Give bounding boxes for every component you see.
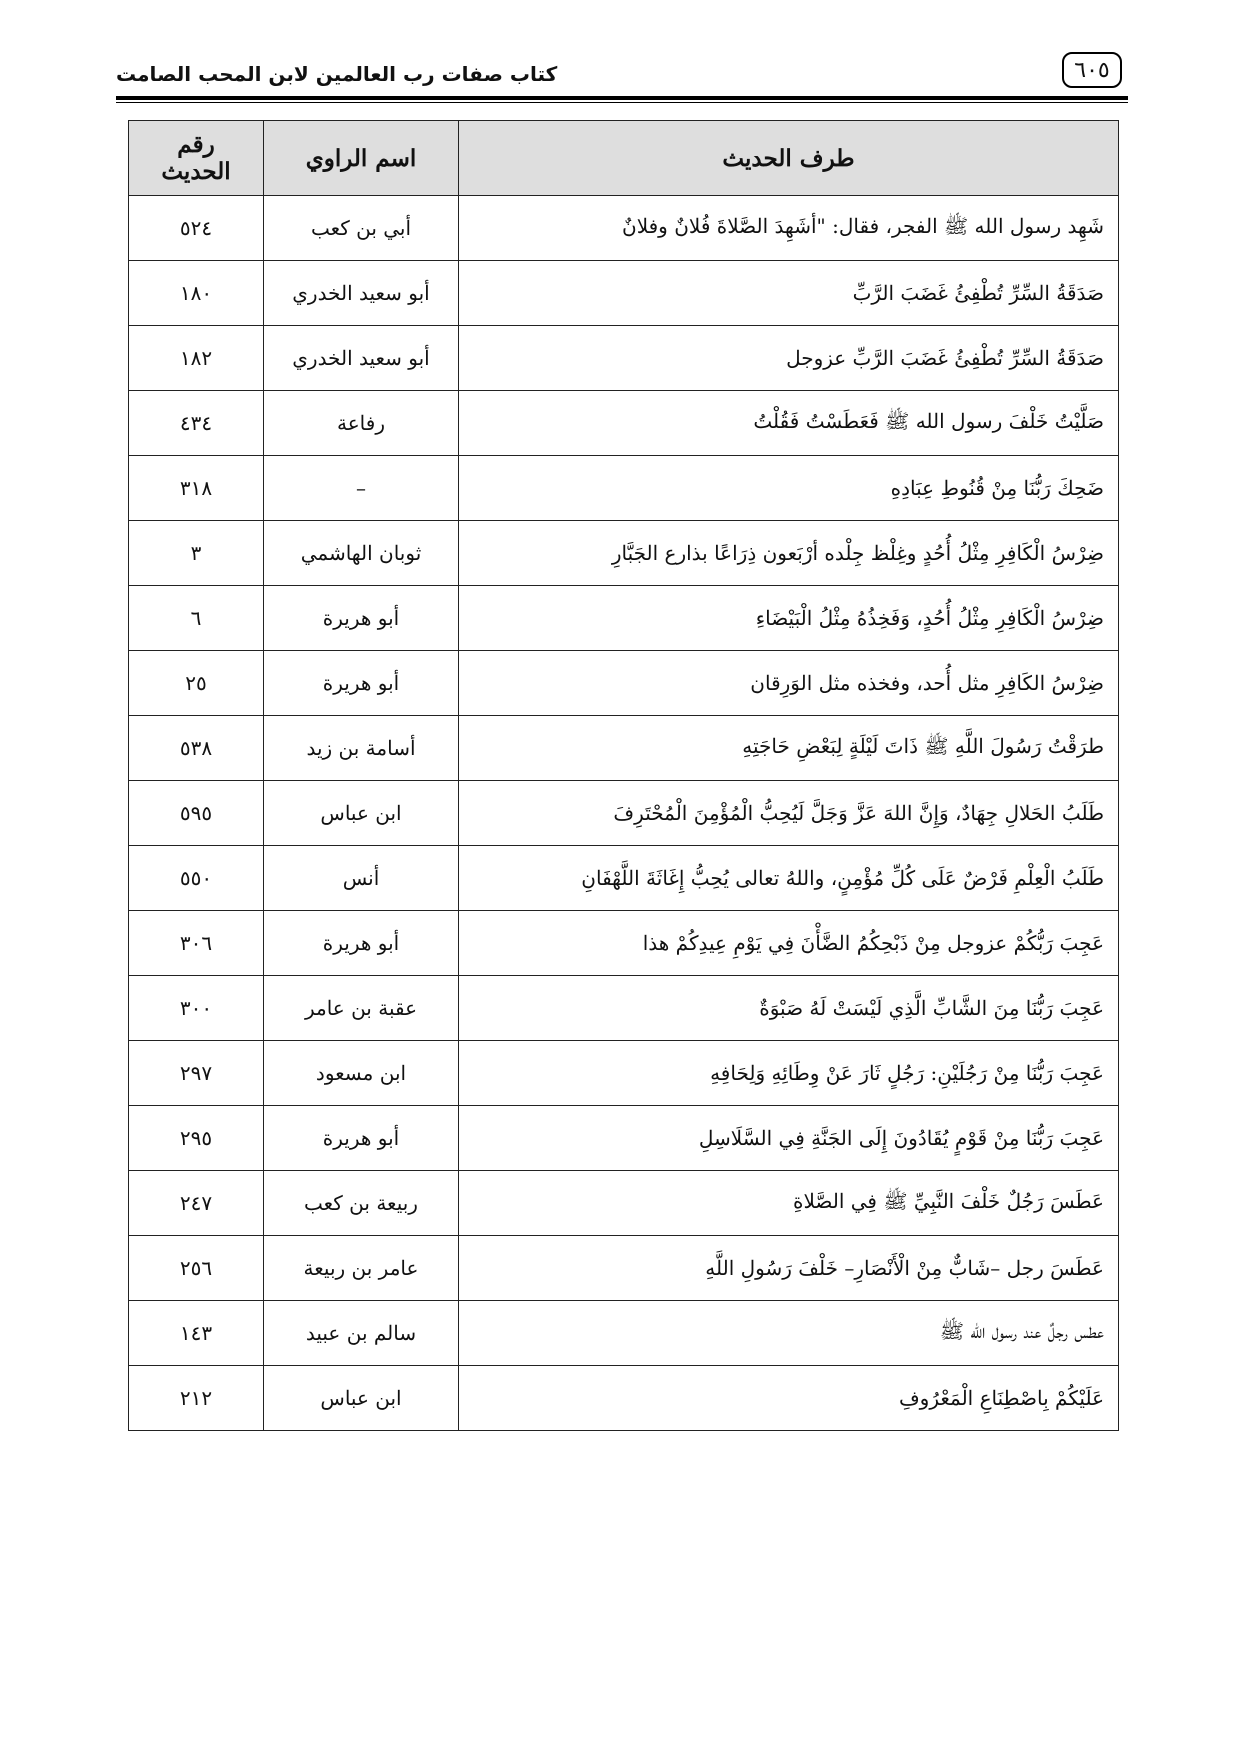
hadith-cell: عَجِبَ رَبُّنَا مِنْ قَوْمٍ يُقَادُونَ إِلَى الجَنَّةِ فِي السَّلَاسِلِ: [459, 1106, 1119, 1171]
number-cell: ١٨٢: [129, 326, 264, 391]
table-row: [129, 1236, 1119, 1301]
hadith-cell: عَطَسَ رجل –شَابٌّ مِنْ الْأَنْصَارِ– خَلْفَ رَسُولِ اللَّهِ: [459, 1236, 1119, 1301]
number-cell: ١٤٣: [129, 1301, 264, 1366]
page-number: ٦٠٥: [1062, 52, 1122, 88]
hadith-cell: عطس رجلٌ عند رسول الله ﷺ: [459, 1301, 1119, 1366]
narrator-cell: أبو هريرة: [264, 1106, 459, 1171]
table-row: [129, 326, 1119, 391]
number-cell: ٣٠٠: [129, 976, 264, 1041]
narrator-cell: أبو سعيد الخدري: [264, 261, 459, 326]
column-header-narrator: اسم الراوي: [264, 121, 459, 196]
number-cell: ٤٣٤: [129, 391, 264, 456]
table-row: [129, 781, 1119, 846]
hadith-cell: ضِرْسُ الْكَافِرِ مِثْلُ أُحُدٍ، وَفَخِذُهُ مِثْلُ الْبَيْضَاءِ: [459, 586, 1119, 651]
hadith-cell: ضِرْسُ الْكَافِرِ مِثْلُ أُحُدٍ وغِلْظ جِلْده أرْبَعون ذِرَاعًا بذارع الجَبَّارِ: [459, 521, 1119, 586]
column-header-hadith: طرف الحديث: [459, 121, 1119, 196]
table-row: [129, 651, 1119, 716]
number-cell: ٢٥٦: [129, 1236, 264, 1301]
hadith-cell: طَلَبُ الْعِلْمِ فَرْضٌ عَلَى كُلِّ مُؤْمِنٍ، واللهُ تعالى يُحِبُّ إِغَاثَةَ اللَّهْفَانِ: [459, 846, 1119, 911]
hadith-cell: شَهِد رسول الله ﷺ الفجر، فقال: "أشَهِدَ الصَّلاةَ فُلانٌ وفلانٌ: [459, 196, 1119, 261]
narrator-cell: ابن عباس: [264, 1366, 459, 1431]
narrator-cell: ابن مسعود: [264, 1041, 459, 1106]
number-cell: ٢٤٧: [129, 1171, 264, 1236]
narrator-cell: أبي بن كعب: [264, 196, 459, 261]
narrator-cell: أبو هريرة: [264, 586, 459, 651]
narrator-cell: عامر بن ربيعة: [264, 1236, 459, 1301]
table-row: [129, 716, 1119, 781]
table-row: [129, 976, 1119, 1041]
table-row: [129, 1171, 1119, 1236]
hadith-cell: عَجِبَ رَبُّكُمْ عزوجل مِنْ ذَبْحِكُمُ الضَّأْنَ فِي يَوْمِ عِيدِكُمْ هذا: [459, 911, 1119, 976]
hadith-cell: ضِرْسُ الكَافِرِ مثل أُحد، وفخذه مثل الوَرِقان: [459, 651, 1119, 716]
number-cell: ٥٣٨: [129, 716, 264, 781]
table-row: [129, 261, 1119, 326]
table-row: [129, 846, 1119, 911]
header-rule: [116, 96, 1128, 100]
hadith-cell: صَدَقَةُ السِّرِّ تُطْفِئُ غَضَبَ الرَّبِّ عزوجل: [459, 326, 1119, 391]
hadith-cell: ضَحِكَ رَبُّنَا مِنْ قُنُوطِ عِبَادِهِ: [459, 456, 1119, 521]
narrator-cell: سالم بن عبيد: [264, 1301, 459, 1366]
hadith-cell: عَجِبَ رَبُّنَا مِنَ الشَّابِّ الَّذِي لَيْسَتْ لَهُ صَبْوَةٌ: [459, 976, 1119, 1041]
hadith-cell: طرَقْتُ رَسُولَ اللَّهِ ﷺ ذَاتَ لَيْلَةٍ لِبَعْضِ حَاجَتِهِ: [459, 716, 1119, 781]
narrator-cell: أبو هريرة: [264, 651, 459, 716]
header-rule-thin: [116, 102, 1128, 103]
number-cell: ٢٥: [129, 651, 264, 716]
narrator-cell: رفاعة: [264, 391, 459, 456]
hadith-cell: عَلَيْكُمْ بِاصْطِنَاعِ الْمَعْرُوفِ: [459, 1366, 1119, 1431]
table-row: [129, 391, 1119, 456]
narrator-cell: أبو سعيد الخدري: [264, 326, 459, 391]
narrator-cell: أنس: [264, 846, 459, 911]
table-row: [129, 1106, 1119, 1171]
hadith-cell: عَجِبَ رَبُّنَا مِنْ رَجُلَيْنِ: رَجُلٍ ثَارَ عَنْ وِطَائِهِ وَلِحَافِهِ: [459, 1041, 1119, 1106]
number-cell: ٥٥٠: [129, 846, 264, 911]
table-row: [129, 196, 1119, 261]
number-cell: ٣١٨: [129, 456, 264, 521]
table-row: [129, 456, 1119, 521]
hadith-cell: صَدَقَةُ السِّرِّ تُطْفِئُ غَضَبَ الرَّبِّ: [459, 261, 1119, 326]
number-cell: ٢٩٧: [129, 1041, 264, 1106]
number-cell: ٦: [129, 586, 264, 651]
column-header-number: رقم الحديث: [129, 121, 264, 196]
hadith-cell: عَطَسَ رَجُلٌ خَلْفَ النَّبِيِّ ﷺ فِي الصَّلاةِ: [459, 1171, 1119, 1236]
table-header-row: [129, 121, 1119, 196]
narrator-cell: عقبة بن عامر: [264, 976, 459, 1041]
number-cell: ٣٠٦: [129, 911, 264, 976]
narrator-cell: ربيعة بن كعب: [264, 1171, 459, 1236]
book-title: كتاب صفات رب العالمين لابن المحب الصامت: [116, 62, 558, 86]
table-row: [129, 911, 1119, 976]
narrator-cell: ابن عباس: [264, 781, 459, 846]
number-cell: ١٨٠: [129, 261, 264, 326]
number-cell: ٢٩٥: [129, 1106, 264, 1171]
table-row: [129, 521, 1119, 586]
table-row: [129, 1301, 1119, 1366]
table-row: [129, 586, 1119, 651]
hadith-cell: طَلَبُ الحَلالِ جِهَادٌ، وَإِنَّ اللهَ عَزَّ وَجَلَّ لَيُحِبُّ الْمُؤْمِنَ الْمُحْتَرِفَ: [459, 781, 1119, 846]
number-cell: ٥٢٤: [129, 196, 264, 261]
number-cell: ٢١٢: [129, 1366, 264, 1431]
narrator-cell: –: [264, 456, 459, 521]
table-row: [129, 1041, 1119, 1106]
narrator-cell: أبو هريرة: [264, 911, 459, 976]
narrator-cell: أسامة بن زيد: [264, 716, 459, 781]
hadith-cell: صَلَّيْتُ خَلْفَ رسول الله ﷺ فَعَطَسْتُ فَقُلْتُ: [459, 391, 1119, 456]
page-header: [116, 52, 1128, 108]
number-cell: ٥٩٥: [129, 781, 264, 846]
table-row: [129, 1366, 1119, 1431]
hadith-index-table: [128, 120, 1119, 1431]
number-cell: ٣: [129, 521, 264, 586]
narrator-cell: ثوبان الهاشمي: [264, 521, 459, 586]
